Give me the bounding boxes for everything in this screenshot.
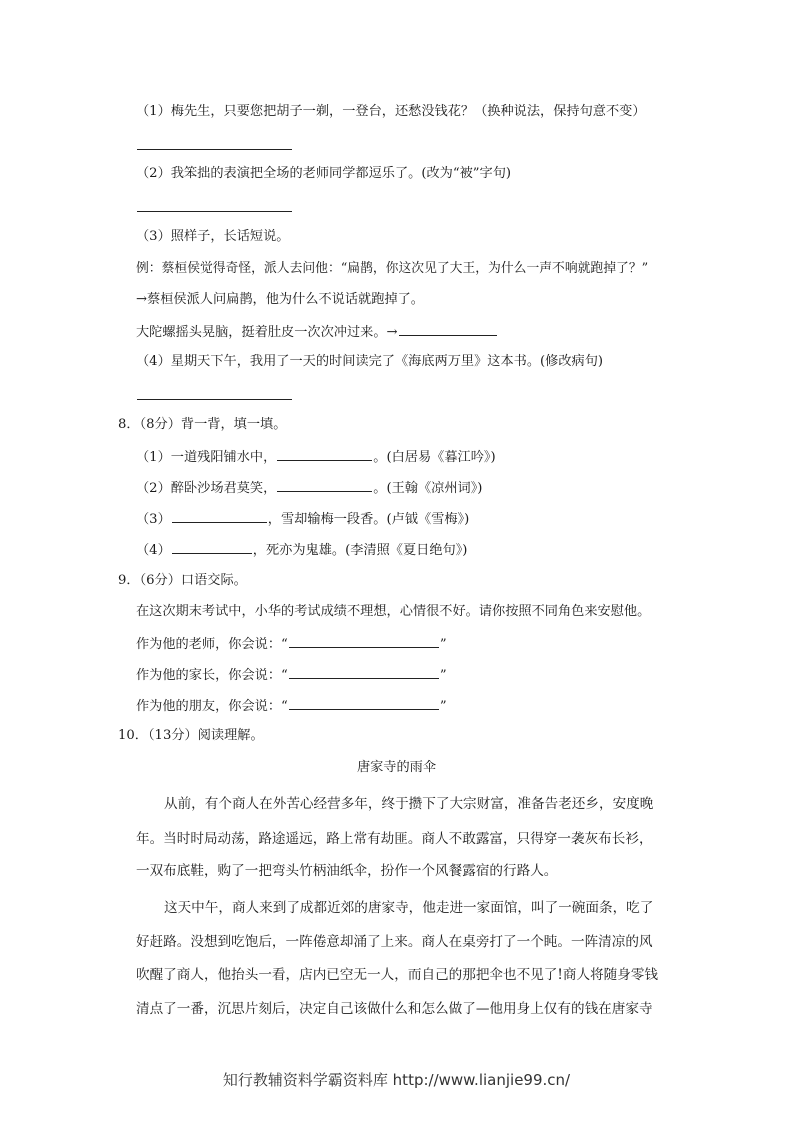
passage-line: 吹醒了商人，他抬头一看，店内已空无一人，而自己的那把伞也不见了!商人将随身零钱 — [136, 967, 659, 983]
q9-prompt: 在这次期末考试中，小华的考试成绩不理想，心情很不好。请你按照不同角色来安慰他。 — [136, 604, 651, 619]
answer-line-q7-4[interactable] — [137, 399, 292, 400]
q7-item3-example-answer: →蔡桓侯派人问扁鹊，他为什么不说话就跑掉了。 — [136, 292, 424, 307]
q8-line-2-suffix: 。(王翰《凉州词》) — [373, 481, 483, 496]
close-quote: ” — [439, 637, 447, 652]
passage-line: 清点了一番，沉思片刻后，决定自己该做什么和怎么做了—他用身上仅有的钱在唐家寺 — [136, 1001, 653, 1017]
q9-title: 9．（6分）口语交际。 — [118, 573, 247, 588]
passage-title: 唐家寺的雨伞 — [356, 760, 437, 775]
answer-line-q7-1[interactable] — [137, 149, 292, 150]
q8-line-3-suffix: ，雪却输梅一段香。(卢钺《雪梅》) — [267, 512, 470, 527]
passage-line: 这天中午，商人来到了成都近郊的唐家寺，他走进一家面馆，叫了一碗面条，吃了 — [164, 900, 654, 916]
answer-blank-q8-1[interactable] — [277, 447, 372, 461]
q8-title: 8．（8分）背一背，填一填。 — [118, 417, 287, 432]
answer-blank-q8-3[interactable] — [172, 509, 267, 523]
q9-friend-label: 作为他的朋友，你会说：“ — [136, 699, 288, 714]
q8-line-2-prefix: （2）醉卧沙场君莫笑， — [136, 481, 277, 496]
answer-blank-q9-teacher[interactable] — [289, 634, 439, 648]
q7-item2: （2）我笨拙的表演把全场的老师同学都逗乐了。(改为“被”字句) — [136, 166, 512, 181]
q9-parent — [136, 665, 447, 685]
q8-line-1-prefix: （1）一道残阳铺水中， — [136, 450, 277, 465]
q8-line-1 — [136, 447, 496, 467]
q7-item3-example: 例：蔡桓侯觉得奇怪，派人去问他：“扁鹊，你这次见了大王，为什么一声不响就跑掉了？” — [136, 261, 649, 276]
q9-teacher — [136, 634, 447, 654]
passage-line: 一双布底鞋，购了一把弯头竹柄油纸伞，扮作一个风餐露宿的行路人。 — [136, 863, 558, 879]
q7-item3-task — [136, 322, 498, 342]
answer-blank-q9-friend[interactable] — [289, 696, 439, 710]
q7-item3-task-text: 大陀螺摇头晃脑，挺着肚皮一次次冲过来。→ — [136, 325, 398, 340]
q9-parent-label: 作为他的家长，你会说：“ — [136, 668, 288, 683]
q8-line-4-prefix: （4） — [136, 543, 171, 558]
passage-line: 从前，有个商人在外苦心经营多年，终于攒下了大宗财富，准备告老还乡，安度晚 — [164, 796, 654, 812]
q8-line-1-suffix: 。(白居易《暮江吟》) — [373, 450, 496, 465]
answer-line-q7-2[interactable] — [137, 211, 292, 212]
answer-blank-q9-parent[interactable] — [289, 665, 439, 679]
q8-line-4 — [136, 540, 467, 560]
footer-watermark: 知行教辅资料学霸资料库 http://www.lianjie99.cn/ — [222, 1071, 571, 1089]
answer-blank-q8-2[interactable] — [277, 478, 372, 492]
q8-line-3 — [136, 509, 469, 529]
q8-line-2 — [136, 478, 482, 498]
q7-item4: （4）星期天下午，我用了一天的时间读完了《海底两万里》这本书。(修改病句) — [136, 354, 604, 369]
q8-line-4-suffix: ，死亦为鬼雄。(李清照《夏日绝句》) — [252, 543, 468, 558]
passage-line: 好赶路。没想到吃饱后，一阵倦意却涌了上来。商人在桌旁打了一个盹。一阵清凉的风 — [136, 934, 653, 950]
q9-teacher-label: 作为他的老师，你会说：“ — [136, 637, 288, 652]
close-quote: ” — [439, 699, 447, 714]
q7-item1: （1）梅先生，只要您把胡子一剃，一登台，还愁没钱花？（换种说法，保持句意不变） — [136, 104, 646, 119]
answer-blank-q8-4[interactable] — [172, 540, 252, 554]
q8-line-3-prefix: （3） — [136, 512, 171, 527]
answer-blank-q7-3[interactable] — [399, 322, 497, 336]
q10-title: 10．（13分）阅读理解。 — [118, 728, 264, 743]
q9-friend — [136, 696, 447, 716]
passage-line: 年。当时时局动荡，路途遥远，路上常有劫匪。商人不敢露富，只得穿一袭灰布长衫， — [136, 831, 653, 847]
q7-item3: （3）照样子，长话短说。 — [136, 229, 290, 244]
close-quote: ” — [439, 668, 447, 683]
